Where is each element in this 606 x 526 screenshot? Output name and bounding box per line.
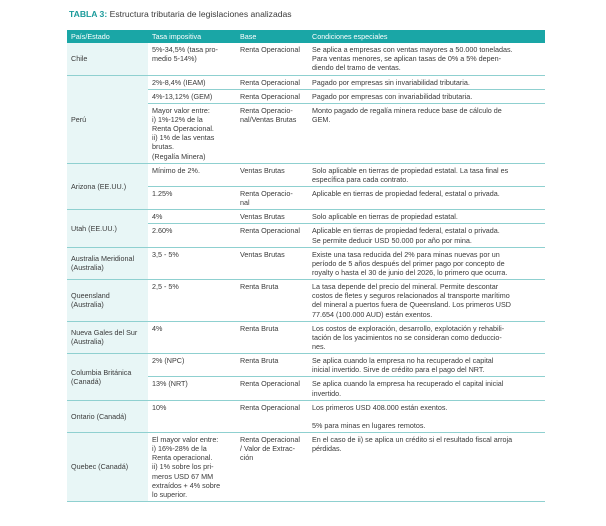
country-cell: Australia Meridional (Australia) xyxy=(67,247,148,279)
rate-cell: 3,5 - 5% xyxy=(148,247,236,279)
rate-cell: 5%-34,5% (tasa pro- medio 5-14%) xyxy=(148,43,236,75)
rate-cell: 4%-13,12% (GEM) xyxy=(148,89,236,103)
base-cell: Renta Bruta xyxy=(236,354,308,377)
conditions-cell: Existe una tasa reducida del 2% para minas nuevas por un período de 5 años después del primer pago por concepto de royalty o hasta el 30 de junio del 2026, lo primero que ocurra. xyxy=(308,247,545,279)
conditions-cell: Aplicable en tierras de propiedad federal, estatal o privada. xyxy=(308,186,545,209)
base-cell: Renta Operacional xyxy=(236,377,308,400)
conditions-cell: Aplicable en tierras de propiedad federal, estatal o privada. Se permite deducir USD 50.000 por año por mina. xyxy=(308,224,545,247)
table-row xyxy=(67,321,545,353)
base-cell: Ventas Brutas xyxy=(236,163,308,186)
base-cell: Renta Operacional / Valor de Extrac- ción xyxy=(236,433,308,502)
header-conditions: Condiciones especiales xyxy=(308,30,545,43)
conditions-cell: Pagado por empresas con invariabilidad tributaria. xyxy=(308,89,545,103)
country-cell: Utah (EE.UU.) xyxy=(67,210,148,247)
country-cell: Perú xyxy=(67,75,148,163)
tax-structure-table xyxy=(67,30,545,502)
country-cell: Arizona (EE.UU.) xyxy=(67,163,148,210)
rate-cell: 13% (NRT) xyxy=(148,377,236,400)
base-cell: Renta Operacional xyxy=(236,43,308,75)
conditions-cell: En el caso de ii) se aplica un crédito si el resultado fiscal arroja pérdidas. xyxy=(308,433,545,502)
table-row xyxy=(67,433,545,502)
rate-cell: 2%-8,4% (IEAM) xyxy=(148,75,236,89)
header-country: País/Estado xyxy=(67,30,148,43)
header-base: Base xyxy=(236,30,308,43)
country-cell: Columbia Británica (Canadá) xyxy=(67,354,148,401)
conditions-cell: Los costos de exploración, desarrollo, explotación y rehabili- tación de los yacimientos no se consideran como deduccio- nes. xyxy=(308,321,545,353)
rate-cell: 2% (NPC) xyxy=(148,354,236,377)
conditions-cell: Pagado por empresas sin invariabilidad tributaria. xyxy=(308,75,545,89)
conditions-cell: Se aplica a empresas con ventas mayores a 50.000 toneladas. Para ventas menores, se aplican tasas de 0% a 5% depen- diendo del tramo de ventas. xyxy=(308,43,545,75)
conditions-cell: Se aplica cuando la empresa ha recuperado el capital inicial invertido. xyxy=(308,377,545,400)
rate-cell: 4% xyxy=(148,321,236,353)
caption-label: TABLA 3: xyxy=(69,9,108,19)
base-cell: Renta Bruta xyxy=(236,321,308,353)
country-cell: Queensland (Australia) xyxy=(67,280,148,322)
table-caption xyxy=(69,9,292,19)
header-row xyxy=(67,30,545,43)
rate-cell: Mínimo de 2%. xyxy=(148,163,236,186)
conditions-cell: Los primeros USD 408.000 están exentos. 5% para minas en lugares remotos. xyxy=(308,400,545,432)
table-row xyxy=(67,43,545,75)
rate-cell: El mayor valor entre: i) 16%-28% de la Renta operacional. ii) 1% sobre los pri- meros USD 67 MM extraídos + 4% sobre lo superior. xyxy=(148,433,236,502)
table-row xyxy=(67,163,545,186)
base-cell: Renta Operacional xyxy=(236,75,308,89)
table-row xyxy=(67,354,545,377)
table-body xyxy=(67,43,545,501)
table-row xyxy=(67,210,545,224)
base-cell: Renta Operacional xyxy=(236,89,308,103)
caption-text: Estructura tributaria de legislaciones analizadas xyxy=(109,9,292,19)
base-cell: Renta Operacio- nal/Ventas Brutas xyxy=(236,103,308,163)
table-row xyxy=(67,280,545,322)
conditions-cell: Solo aplicable en tierras de propiedad estatal. La tasa final es específica para cada contrato. xyxy=(308,163,545,186)
country-cell: Nueva Gales del Sur (Australia) xyxy=(67,321,148,353)
rate-cell: 1.25% xyxy=(148,186,236,209)
country-cell: Ontario (Canadá) xyxy=(67,400,148,432)
table-header xyxy=(67,30,545,43)
header-rate: Tasa impositiva xyxy=(148,30,236,43)
base-cell: Renta Operacio- nal xyxy=(236,186,308,209)
base-cell: Ventas Brutas xyxy=(236,247,308,279)
base-cell: Ventas Brutas xyxy=(236,210,308,224)
rate-cell: 2.60% xyxy=(148,224,236,247)
rate-cell: 4% xyxy=(148,210,236,224)
rate-cell: 10% xyxy=(148,400,236,432)
country-cell: Quebec (Canadá) xyxy=(67,433,148,502)
table-row xyxy=(67,75,545,89)
country-cell: Chile xyxy=(67,43,148,75)
conditions-cell: La tasa depende del precio del mineral. Permite descontar costos de fletes y seguros relacionados al transporte marítimo del mineral a puertos fuera de Queensland. Los primeros USD 77.654 (100.000 AUD) están exentos. xyxy=(308,280,545,322)
conditions-cell: Solo aplicable en tierras de propiedad estatal. xyxy=(308,210,545,224)
base-cell: Renta Bruta xyxy=(236,280,308,322)
base-cell: Renta Operacional xyxy=(236,400,308,432)
rate-cell: 2,5 - 5% xyxy=(148,280,236,322)
rate-cell: Mayor valor entre: i) 1%-12% de la Renta Operacional. ii) 1% de las ventas brutas. (Regalía Minera) xyxy=(148,103,236,163)
base-cell: Renta Operacional xyxy=(236,224,308,247)
conditions-cell: Monto pagado de regalía minera reduce base de cálculo de GEM. xyxy=(308,103,545,163)
conditions-cell: Se aplica cuando la empresa no ha recuperado el capital inicial invertido. Sirve de crédito para el pago del NRT. xyxy=(308,354,545,377)
table-row xyxy=(67,400,545,432)
table-row xyxy=(67,247,545,279)
